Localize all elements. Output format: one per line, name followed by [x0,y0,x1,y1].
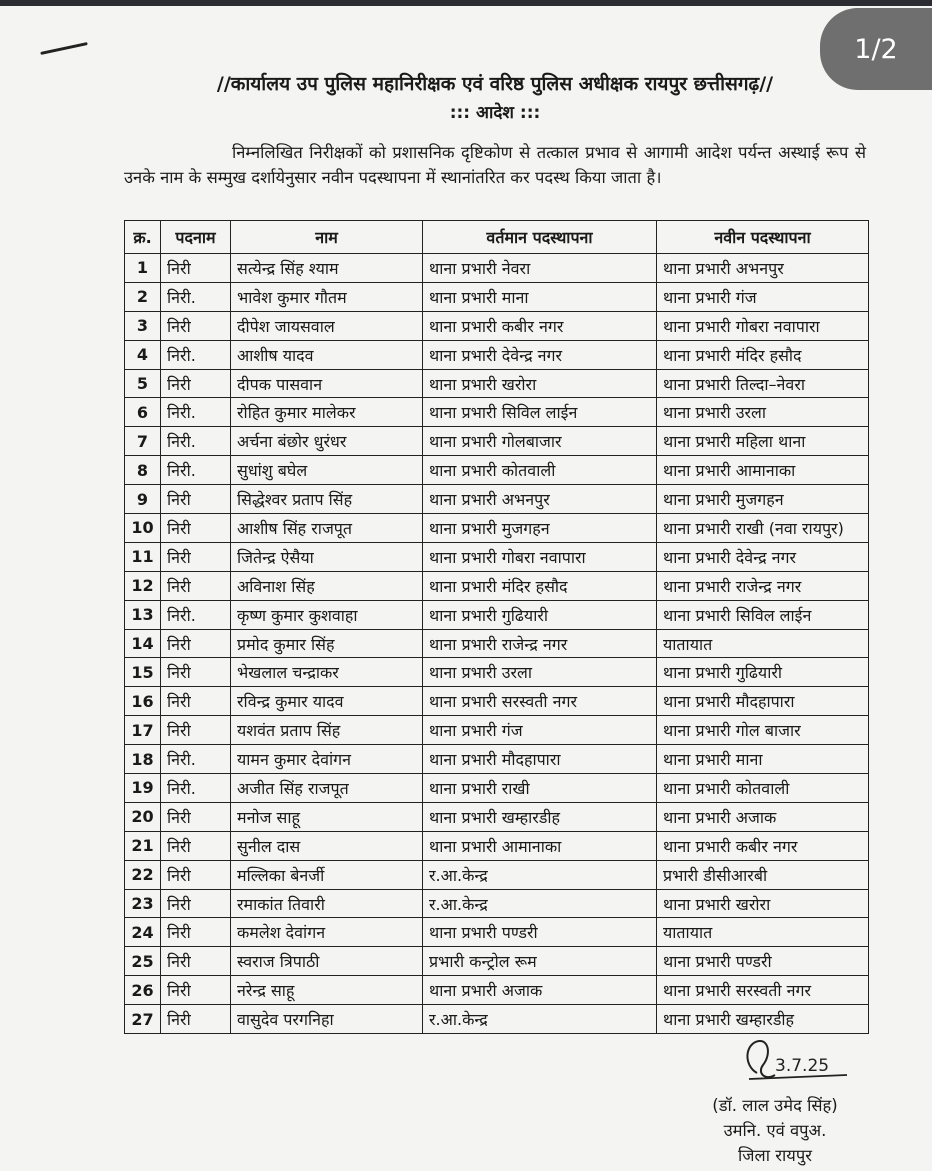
name-cell: यामन कुमार देवांगन [231,745,423,774]
table-row [125,687,869,716]
serial-cell: 11 [125,542,161,571]
new-posting-cell: थाना प्रभारी गुढियारी [657,658,869,687]
new-posting-cell: यातायात [657,629,869,658]
name-cell: आशीष सिंह राजपूत [231,514,423,543]
serial-cell: 27 [125,1005,161,1034]
designation-cell: निरी [161,687,231,716]
serial-cell: 15 [125,658,161,687]
serial-cell: 8 [125,456,161,485]
designation-cell: निरी [161,831,231,860]
name-cell: वासुदेव परगनिहा [231,1005,423,1034]
designation-cell: निरी. [161,340,231,369]
table-row [125,976,869,1005]
current-posting-cell: थाना प्रभारी उरला [423,658,657,687]
name-cell: जितेन्द्र ऐसैया [231,542,423,571]
signatory-district: जिला रायपुर [738,1146,812,1165]
designation-cell: निरी [161,571,231,600]
serial-cell: 2 [125,282,161,311]
name-cell: नरेन्द्र साहू [231,976,423,1005]
new-posting-cell: यातायात [657,918,869,947]
serial-cell: 23 [125,889,161,918]
table-row [125,889,869,918]
page-indicator-badge: 1/2 [820,8,932,90]
new-posting-cell: थाना प्रभारी देवेन्द्र नगर [657,542,869,571]
table-row [125,831,869,860]
table-row [125,542,869,571]
name-cell: दीपक पासवान [231,369,423,398]
current-posting-cell: थाना प्रभारी नेवरा [423,254,657,283]
serial-cell: 6 [125,398,161,427]
name-cell: सत्येन्द्र सिंह श्याम [231,254,423,283]
designation-cell: निरी [161,369,231,398]
table-row [125,658,869,687]
table-row [125,600,869,629]
current-posting-cell: थाना प्रभारी अजाक [423,976,657,1005]
name-cell: भेखलाल चन्द्राकर [231,658,423,687]
current-posting-cell: थाना प्रभारी कोतवाली [423,456,657,485]
current-posting-cell: र.आ.केन्द्र [423,860,657,889]
current-posting-cell: र.आ.केन्द्र [423,889,657,918]
table-row [125,340,869,369]
name-cell: कृष्ण कुमार कुशवाहा [231,600,423,629]
designation-cell: निरी [161,485,231,514]
serial-cell: 18 [125,745,161,774]
current-posting-cell: थाना प्रभारी आमानाका [423,831,657,860]
designation-cell: निरी [161,629,231,658]
designation-cell: निरी [161,716,231,745]
signatory-name: (डॉ. लाल उमेद सिंह) [712,1096,838,1115]
new-posting-cell: थाना प्रभारी गोबरा नवापारा [657,311,869,340]
name-cell: मल्लिका बेनर्जी [231,860,423,889]
current-posting-cell: थाना प्रभारी माना [423,282,657,311]
table-row [125,571,869,600]
table-row [125,745,869,774]
current-posting-cell: थाना प्रभारी मौदहापारा [423,745,657,774]
serial-cell: 1 [125,254,161,283]
current-posting-cell: थाना प्रभारी सरस्वती नगर [423,687,657,716]
new-posting-cell: थाना प्रभारी गोल बाजार [657,716,869,745]
name-cell: अविनाश सिंह [231,571,423,600]
new-posting-cell: थाना प्रभारी खम्हारडीह [657,1005,869,1034]
office-header: //कार्यालय उप पुलिस महानिरीक्षक एवं वरिष्ठ पुलिस अधीक्षक रायपुर छत्तीसगढ़// [216,73,774,95]
serial-cell: 20 [125,802,161,831]
order-title: ::: आदेश ::: [449,103,541,123]
name-cell: सुनील दास [231,831,423,860]
designation-cell: निरी [161,1005,231,1034]
serial-cell: 25 [125,947,161,976]
name-cell: भावेश कुमार गौतम [231,282,423,311]
current-posting-cell: थाना प्रभारी राखी [423,774,657,803]
designation-cell: निरी. [161,600,231,629]
serial-cell: 24 [125,918,161,947]
designation-cell: निरी [161,658,231,687]
serial-cell: 22 [125,860,161,889]
header-serial: क्र. [125,221,161,254]
current-posting-cell: थाना प्रभारी मुजगहन [423,514,657,543]
name-cell: रविन्द्र कुमार यादव [231,687,423,716]
new-posting-cell: थाना प्रभारी राजेन्द्र नगर [657,571,869,600]
new-posting-cell: थाना प्रभारी पण्डरी [657,947,869,976]
table-row [125,311,869,340]
serial-cell: 4 [125,340,161,369]
new-posting-cell: थाना प्रभारी गंज [657,282,869,311]
table-row [125,427,869,456]
new-posting-cell: थाना प्रभारी अभनपुर [657,254,869,283]
new-posting-cell: थाना प्रभारी उरला [657,398,869,427]
table-row [125,456,869,485]
designation-cell: निरी [161,802,231,831]
table-row [125,369,869,398]
new-posting-cell: थाना प्रभारी मौदहापारा [657,687,869,716]
designation-cell: निरी. [161,745,231,774]
current-posting-cell: थाना प्रभारी खरोरा [423,369,657,398]
header-name: नाम [231,221,423,254]
new-posting-cell: थाना प्रभारी राखी (नवा रायपुर) [657,514,869,543]
current-posting-cell: प्रभारी कन्ट्रोल रूम [423,947,657,976]
designation-cell: निरी. [161,427,231,456]
table-row [125,398,869,427]
current-posting-cell: थाना प्रभारी खम्हारडीह [423,802,657,831]
header-new-posting: नवीन पदस्थापना [657,221,869,254]
designation-cell: निरी [161,254,231,283]
name-cell: यशवंत प्रताप सिंह [231,716,423,745]
serial-cell: 7 [125,427,161,456]
new-posting-cell: थाना प्रभारी अजाक [657,802,869,831]
table-row [125,947,869,976]
name-cell: आशीष यादव [231,340,423,369]
current-posting-cell: थाना प्रभारी मंदिर हसौद [423,571,657,600]
serial-cell: 14 [125,629,161,658]
new-posting-cell: थाना प्रभारी कबीर नगर [657,831,869,860]
designation-cell: निरी. [161,774,231,803]
name-cell: दीपेश जायसवाल [231,311,423,340]
table-row [125,774,869,803]
serial-cell: 21 [125,831,161,860]
designation-cell: निरी. [161,282,231,311]
signatory-block [660,1093,890,1168]
designation-cell: निरी [161,542,231,571]
table-row [125,716,869,745]
pen-mark [40,42,88,55]
name-cell: मनोज साहू [231,802,423,831]
new-posting-cell: थाना प्रभारी महिला थाना [657,427,869,456]
current-posting-cell: थाना प्रभारी गंज [423,716,657,745]
name-cell: स्वराज त्रिपाठी [231,947,423,976]
table-row [125,485,869,514]
name-cell: रोहित कुमार मालेकर [231,398,423,427]
table-row [125,282,869,311]
new-posting-cell: थाना प्रभारी सिविल लाईन [657,600,869,629]
designation-cell: निरी [161,976,231,1005]
new-posting-cell: थाना प्रभारी मंदिर हसौद [657,340,869,369]
new-posting-cell: प्रभारी डीसीआरबी [657,860,869,889]
new-posting-cell: थाना प्रभारी खरोरा [657,889,869,918]
serial-cell: 12 [125,571,161,600]
signature-scribble [735,1035,865,1085]
name-cell: सिद्धेश्वर प्रताप सिंह [231,485,423,514]
new-posting-cell: थाना प्रभारी माना [657,745,869,774]
serial-cell: 13 [125,600,161,629]
new-posting-cell: थाना प्रभारी कोतवाली [657,774,869,803]
status-bar [0,0,932,6]
current-posting-cell: थाना प्रभारी सिविल लाईन [423,398,657,427]
serial-cell: 16 [125,687,161,716]
designation-cell: निरी. [161,456,231,485]
serial-cell: 3 [125,311,161,340]
name-cell: अजीत सिंह राजपूत [231,774,423,803]
table-row [125,254,869,283]
new-posting-cell: थाना प्रभारी तिल्दा–नेवरा [657,369,869,398]
name-cell: रमाकांत तिवारी [231,889,423,918]
serial-cell: 10 [125,514,161,543]
designation-cell: निरी [161,514,231,543]
designation-cell: निरी. [161,398,231,427]
table-row [125,629,869,658]
current-posting-cell: थाना प्रभारी गोलबाजार [423,427,657,456]
current-posting-cell: थाना प्रभारी गुढियारी [423,600,657,629]
current-posting-cell: थाना प्रभारी देवेन्द्र नगर [423,340,657,369]
designation-cell: निरी [161,918,231,947]
header-current-posting: वर्तमान पदस्थापना [423,221,657,254]
name-cell: अर्चना बंछोर धुरंधर [231,427,423,456]
name-cell: कमलेश देवांगन [231,918,423,947]
serial-cell: 19 [125,774,161,803]
new-posting-cell: थाना प्रभारी आमानाका [657,456,869,485]
signature-date: 3.7.25 [775,1056,830,1076]
intro-paragraph: निम्नलिखित निरीक्षकों को प्रशासनिक दृष्टिकोण से तत्काल प्रभाव से आगामी आदेश पर्यन्त अस्थाई रूप से उनके नाम के सम्मुख दर्शायेनुसार नवीन पदस्थापना में स्थानांतरित कर पदस्थ किया जाता है। [124,143,866,187]
transfer-table [124,220,869,1034]
serial-cell: 17 [125,716,161,745]
serial-cell: 5 [125,369,161,398]
table-row [125,918,869,947]
table-row [125,802,869,831]
current-posting-cell: थाना प्रभारी अभनपुर [423,485,657,514]
designation-cell: निरी [161,889,231,918]
designation-cell: निरी [161,947,231,976]
name-cell: सुधांशु बघेल [231,456,423,485]
signatory-designation: उमनि. एवं वपुअ. [723,1121,827,1140]
table-row [125,860,869,889]
new-posting-cell: थाना प्रभारी मुजगहन [657,485,869,514]
designation-cell: निरी [161,860,231,889]
table-header-row [125,221,869,254]
table-row [125,514,869,543]
current-posting-cell: र.आ.केन्द्र [423,1005,657,1034]
table-body [125,254,869,1034]
new-posting-cell: थाना प्रभारी सरस्वती नगर [657,976,869,1005]
current-posting-cell: थाना प्रभारी पण्डरी [423,918,657,947]
current-posting-cell: थाना प्रभारी गोबरा नवापारा [423,542,657,571]
current-posting-cell: थाना प्रभारी राजेन्द्र नगर [423,629,657,658]
header-designation: पदनाम [161,221,231,254]
table-row [125,1005,869,1034]
current-posting-cell: थाना प्रभारी कबीर नगर [423,311,657,340]
serial-cell: 9 [125,485,161,514]
designation-cell: निरी [161,311,231,340]
serial-cell: 26 [125,976,161,1005]
name-cell: प्रमोद कुमार सिंह [231,629,423,658]
